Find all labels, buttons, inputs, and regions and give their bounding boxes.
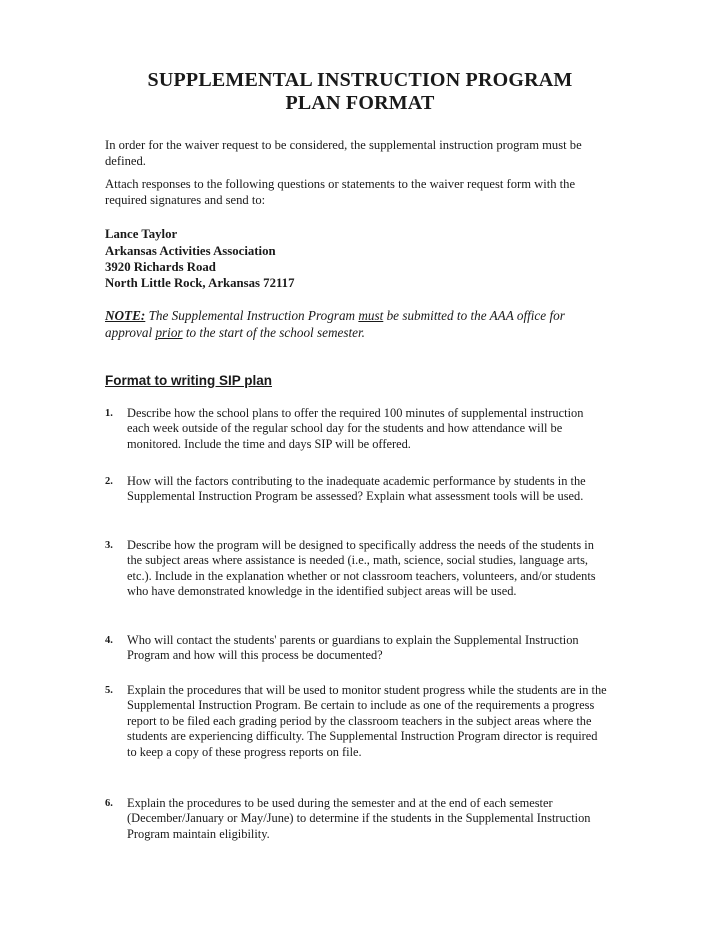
list-item-text: How will the factors contributing to the inadequate academic performance by students in the Supplemental Instruction Program be assessed? Explain what assessment tools will be used. bbox=[127, 474, 586, 504]
note-must: must bbox=[358, 308, 384, 323]
list-item-number: 3. bbox=[105, 540, 113, 551]
address-city: North Little Rock, Arkansas 72117 bbox=[105, 276, 295, 290]
list-item-number: 6. bbox=[105, 798, 113, 809]
list-item-number: 4. bbox=[105, 635, 113, 646]
note-paragraph bbox=[105, 307, 605, 341]
address-name: Lance Taylor bbox=[105, 227, 178, 241]
note-text-part-2: be submitted to the AAA office for approval bbox=[105, 308, 565, 340]
address-street: 3920 Richards Road bbox=[105, 260, 216, 274]
list-item-text: Describe how the program will be designed to specifically address the needs of the students in the subject areas where assistance is needed (i.e., math, science, social studies, language arts, etc.). Include in the explanation whether or not classroom teachers, volunteers, and/or students who have demonstrated knowledge in the identified subject areas will be used. bbox=[127, 538, 596, 599]
list-item-text: Explain the procedures that will be used to monitor student progress while the students are in the Supplemental Instruction Program. Be certain to include as one of the requirements a progress report to be filed each grading period by the classroom teachers in the subject areas where the students are experiencing difficulty. The Supplemental Instruction Program director is required to keep a copy of these progress reports on file. bbox=[127, 683, 607, 759]
note-text-part-3: to the start of the school semester. bbox=[182, 325, 365, 340]
note-label: NOTE: bbox=[105, 308, 146, 323]
list-item-text: Who will contact the students' parents or guardians to explain the Supplemental Instruction Program and how will this process be documented? bbox=[127, 633, 579, 663]
note-prior: prior bbox=[155, 325, 183, 340]
intro-paragraph-1: In order for the waiver request to be considered, the supplemental instruction program must be defined. bbox=[105, 138, 582, 168]
document-title-line-2: PLAN FORMAT bbox=[285, 92, 435, 114]
list-item-number: 5. bbox=[105, 685, 113, 696]
list-item-number: 2. bbox=[105, 476, 113, 487]
list-item-text: Describe how the school plans to offer the required 100 minutes of supplemental instruction each week outside of the regular school day for the students and how attendance will be monitored. Include the time and days SIP will be offered. bbox=[127, 406, 584, 451]
section-heading: Format to writing SIP plan bbox=[105, 373, 273, 388]
intro-paragraph-2: Attach responses to the following questions or statements to the waiver request form with the required signatures and send to: bbox=[105, 177, 576, 207]
note-text-part-1: The Supplemental Instruction Program bbox=[145, 308, 359, 323]
document-title-line-1: SUPPLEMENTAL INSTRUCTION PROGRAM bbox=[147, 69, 573, 91]
list-item-number: 1. bbox=[105, 408, 113, 419]
address-organization: Arkansas Activities Association bbox=[105, 244, 276, 258]
list-item-text: Explain the procedures to be used during the semester and at the end of each semester (December/January or May/June) to determine if the students in the Supplemental Instruction Program maintain eligibility. bbox=[127, 796, 591, 841]
